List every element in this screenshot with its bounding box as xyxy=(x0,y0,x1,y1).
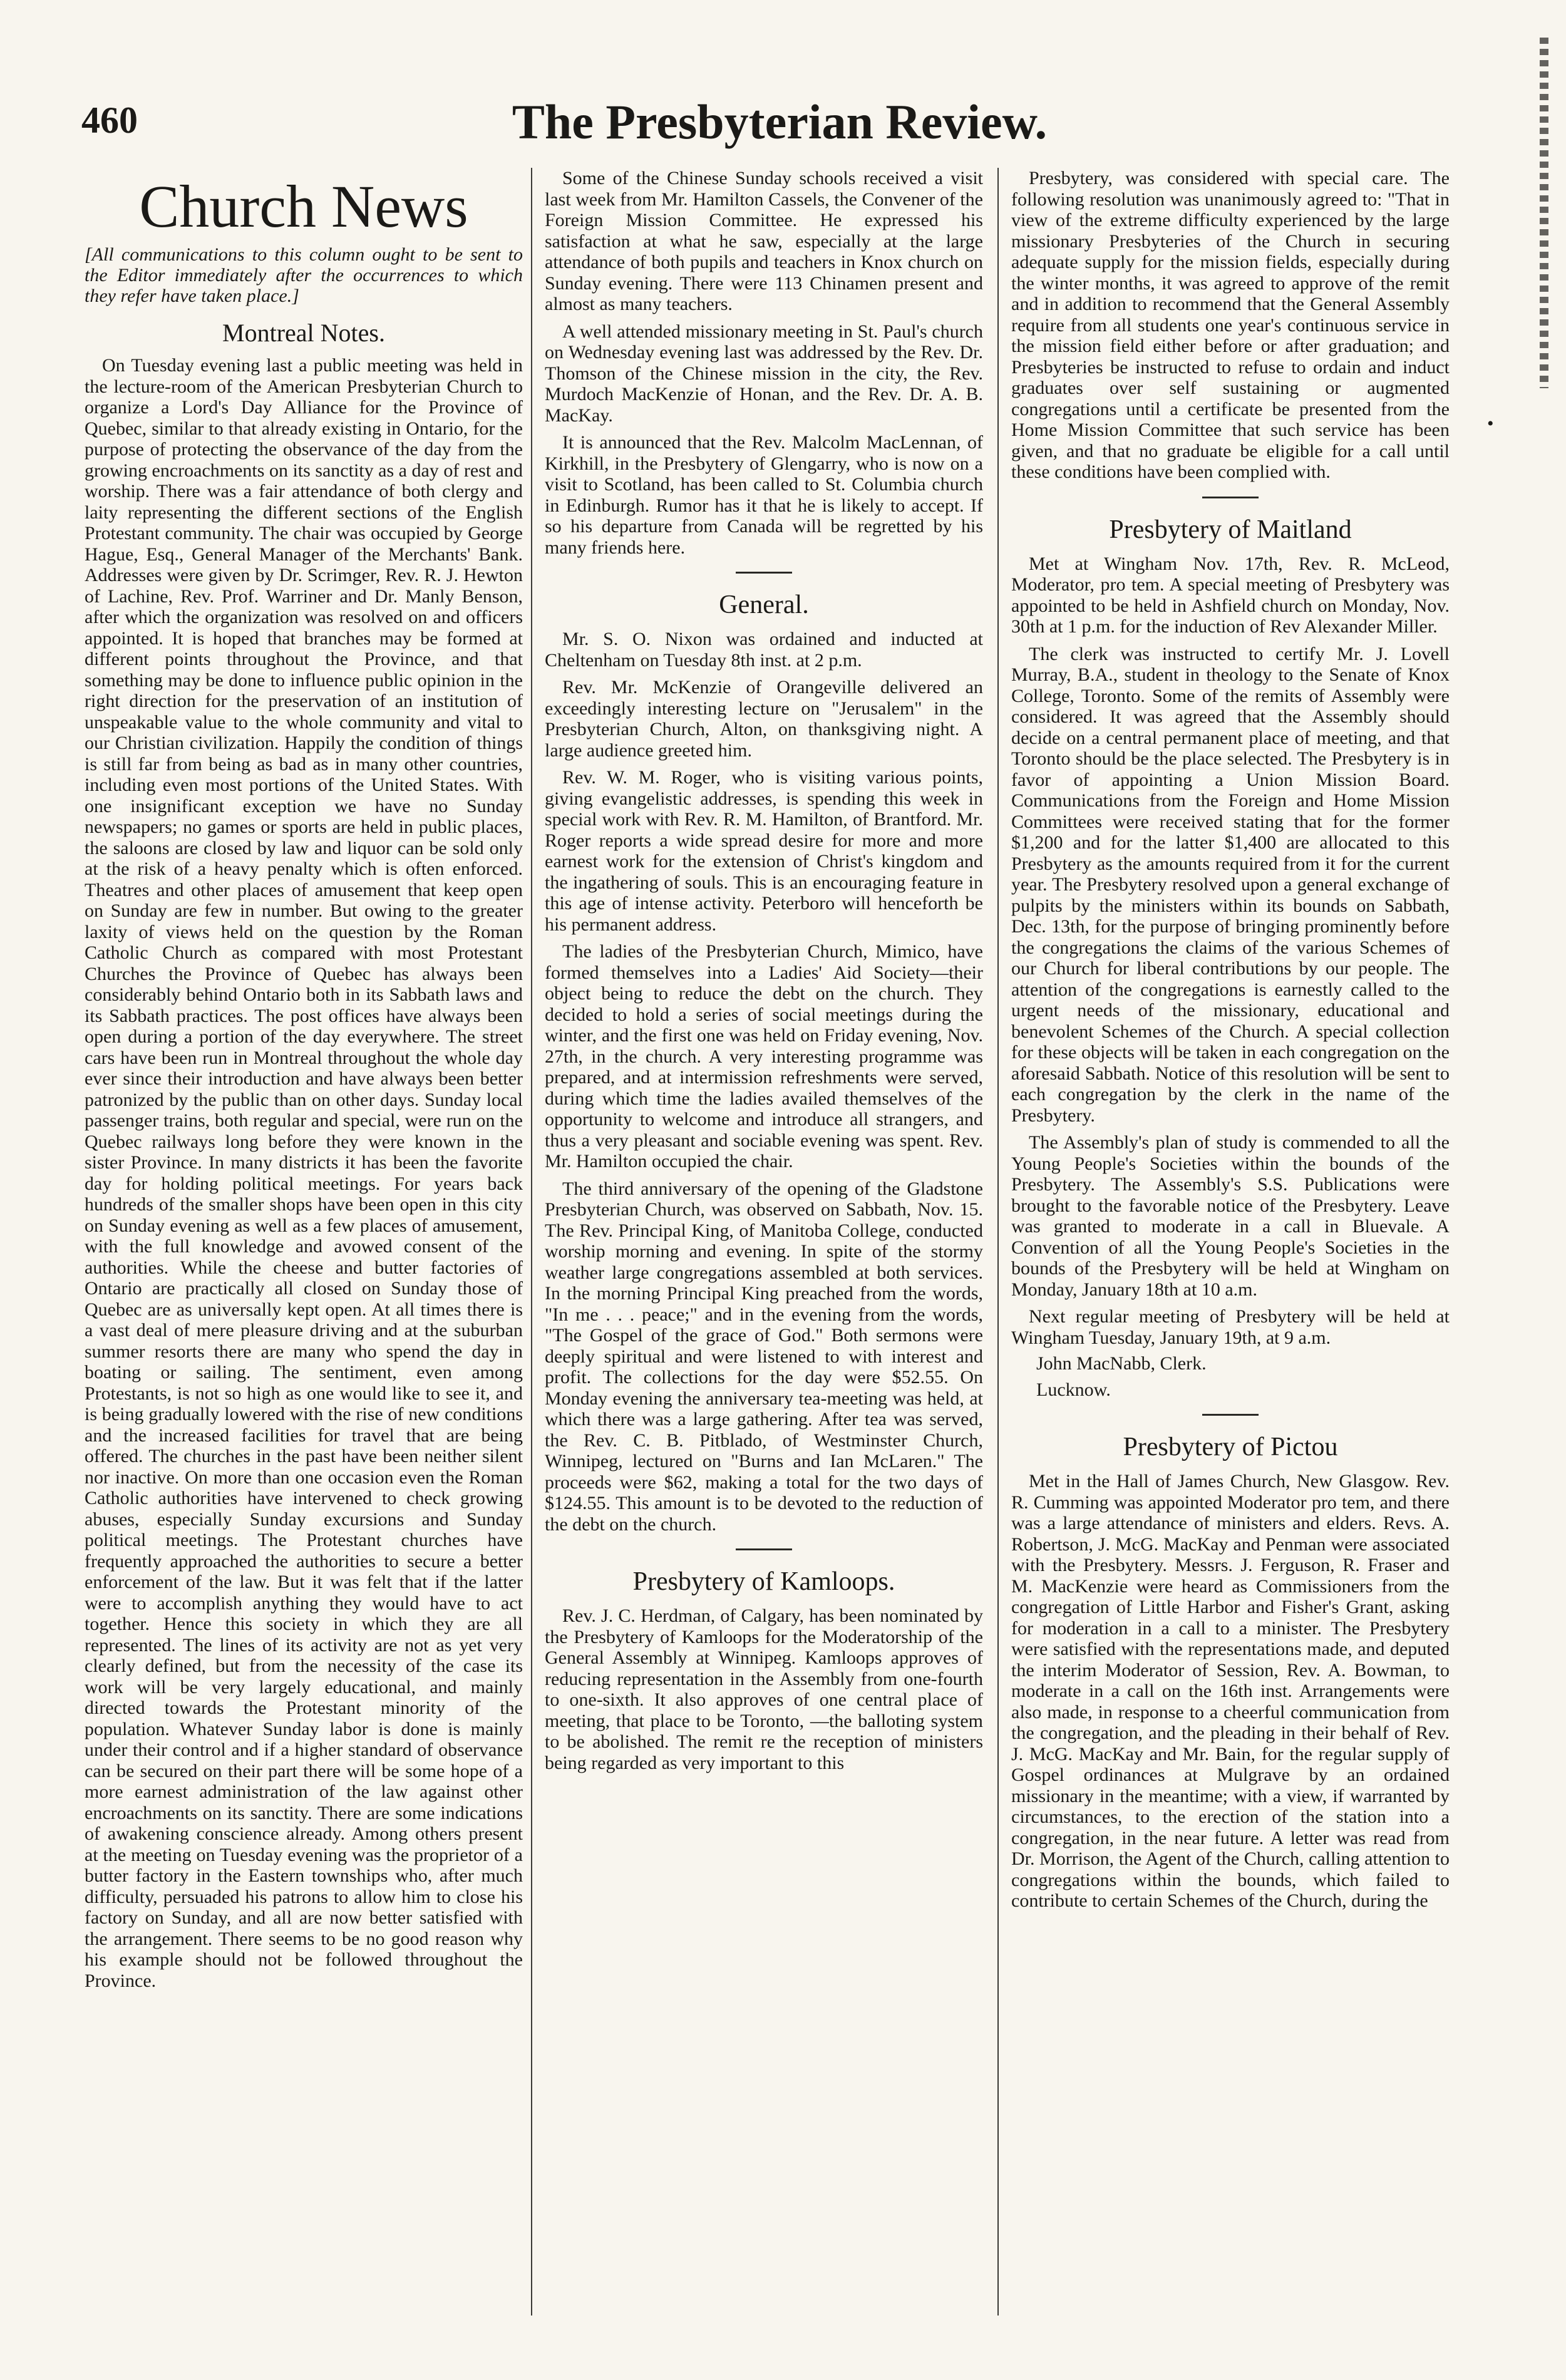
page-number: 460 xyxy=(81,100,138,141)
article-paragraph: Mr. S. O. Nixon was ordained and inducted at Cheltenham on Tuesday 8th inst. at 2 p.m. xyxy=(545,629,983,671)
signature-clerk: John MacNabb, Clerk. xyxy=(1036,1353,1207,1374)
masthead-title: The Presbyterian Review. xyxy=(512,95,1048,149)
column-2 xyxy=(545,168,983,2322)
section-divider xyxy=(736,1548,792,1550)
column-rule-right xyxy=(997,168,999,2316)
heading-presbytery-of-pictou: Presbytery of Pictou xyxy=(1123,1433,1338,1461)
article-paragraph: It is announced that the Rev. Malcolm MacLennan, of Kirkhill, in the Presbytery of Glengarry, who is now on a visit to Scotland, has been called to St. Columbia church in Edinburgh. Rumor has it that he is likely to accept. If so his departure from Canada will be regretted by his many friends here. xyxy=(545,432,983,558)
subheading-montreal-notes: Montreal Notes. xyxy=(222,319,385,347)
column-3 xyxy=(1011,168,1450,2322)
heading-presbytery-of-kamloops: Presbytery of Kamloops. xyxy=(632,1567,895,1596)
article-paragraph: The clerk was instructed to certify Mr. J. Lovell Murray, B.A., student in theology to the Senate of Knox College, Toronto. Some of the remits of Assembly were considered. It was agreed that the Assembly should decide on a central permanent place of meeting, and that Toronto should be the place selected. The Presbytery is in favor of appointing a Union Mission Board. Communications from the Foreign and Home Mission Committees were received stating that for the former $1,200 and for the latter $1,400 are allocated to this Presbytery as the amounts required from it for the current year. The Presbytery resolved upon a general exchange of pulpits by the ministers within its bounds on Sabbath, Dec. 13th, for the purpose of bringing prominently before the congregations the claims of the various Schemes of our Church for liberal contributions by our people. The attention of the congregations is earnestly called to the urgent needs of the missionary, educational and benevolent Schemes of the Church. A special collection for these objects will be taken in each congregation on the aforesaid Sabbath. Notice of this resolution will be sent to each congregation by the clerk in the name of the Presbytery. xyxy=(1011,643,1450,1126)
page-edge-scan-artifact xyxy=(1540,38,1548,388)
article-paragraph: The ladies of the Presbyterian Church, Mimico, have formed themselves into a Ladies' Aid Society—their object being to reduce the debt on the church. They decided to hold a series of social meetings during the winter, and the first one was held on Friday evening, Nov. 27th, in the church. A very interesting programme was prepared, and at intermission refreshments were served, during which time the ladies availed themselves of the opportunity to welcome and introduce all strangers, and thus a very pleasant and sociable evening was spent. Rev. Mr. Hamilton occupied the chair. xyxy=(545,941,983,1172)
page-header xyxy=(81,94,1478,163)
article-paragraph: Presbytery, was considered with special care. The following resolution was unanimously agreed to: "That in view of the extreme difficulty experienced by the large missionary Presbyteries of the Church in securing adequate supply for the mission fields, especially during the winter months, it was agreed to approve of the remit and in addition to recommend that the General Assembly require from all students one year's continuous service in the mission field either before or after graduation; and Presbyteries be instructed to refuse to ordain and induct graduates over self sustaining or augmented congregations until a certificate be presented from the Home Mission Committee that such service has been given, and that no graduate be eligible for a call until these conditions have been complied with. xyxy=(1011,168,1450,482)
article-paragraph: A well attended missionary meeting in St. Paul's church on Wednesday evening last was addressed by the Rev. Dr. Thomson of the Chinese mission in the city, the Rev. Murdoch MacKenzie of Honan, and the Rev. Dr. A. B. MacKay. xyxy=(545,321,983,426)
section-divider xyxy=(736,572,792,574)
margin-mark: • xyxy=(1487,413,1494,434)
article-paragraph: Met in the Hall of James Church, New Glasgow. Rev. R. Cumming was appointed Moderator pro tem, and there was a large attendance of ministers and elders. Revs. A. Robertson, J. McG. MacKay and Penman were associated with the Presbytery. Messrs. J. Ferguson, R. Fraser and M. MacKenzie were heard as Commissioners from the congregation of Little Harbor and Fisher's Grant, asking for moderation in a call to a minister. The Presbytery were satisfied with the representations made, and deputed the interim Moderator of Session, Rev. A. Bowman, to moderate in a call on the 16th inst. Arrangements were also made, in response to a cheerful communication from the congregation, and the pleading in their behalf of Rev. J. McG. MacKay and Mr. Bain, for the regular supply of Gospel ordinances at Mulgrave by an ordained missionary in the meantime; with a view, if warranted by circumstances, to the erection of the station into a congregation, in the near future. A letter was read from Dr. Morrison, the Agent of the Church, calling attention to congregations within the bounds, which failed to contribute to certain Schemes of the Church, during the xyxy=(1011,1471,1450,1911)
section-divider xyxy=(1202,497,1259,498)
article-paragraph: The third anniversary of the opening of the Gladstone Presbyterian Church, was observed on Sabbath, Nov. 15. The Rev. Principal King, of Manitoba College, conducted worship morning and evening. In spite of the stormy weather large congregations assembled at both services. In the morning Principal King preached from the words, "In me . . . peace;" and in the evening from the words, "The Gospel of the grace of God." Both sermons were deeply spiritual and were listened to with interest and profit. The collections for the day were $52.55. On Monday evening the anniversary tea-meeting was held, at which there was a large gathering. After tea was served, the Rev. C. B. Pitblado, of Westminster Church, Winnipeg, lectured on "Burns and Ian McLaren." The proceeds were $62, making a total for the two days of $124.55. This amount is to be devoted to the reduction of the debt on the church. xyxy=(545,1178,983,1535)
column-rule-left xyxy=(531,168,532,2316)
section-title-church-news: Church News xyxy=(139,173,468,240)
section-divider xyxy=(1202,1414,1259,1416)
article-paragraph: Some of the Chinese Sunday schools received a visit last week from Mr. Hamilton Cassels, the Convener of the Foreign Mission Committee. He expressed his satisfaction at what he saw, especially at the large attendance of both pupils and teachers in Knox church on Sunday evening. There were 113 Chinamen present and almost as many teachers. xyxy=(545,168,983,314)
article-paragraph: Rev. Mr. McKenzie of Orangeville delivered an exceedingly interesting lecture on "Jerusalem" in the Presbyterian Church, Alton, on thanksgiving night. A large audience greeted him. xyxy=(545,677,983,761)
editor-note: [All communications to this column ought to be sent to the Editor immediately after the occurrences to which they refer have taken place.] xyxy=(85,244,523,306)
heading-general: General. xyxy=(719,590,809,619)
article-paragraph: Met at Wingham Nov. 17th, Rev. R. McLeod, Moderator, pro tem. A special meeting of Presbytery was appointed to be held in Ashfield church on Monday, Nov. 30th at 1 p.m. for the induction of Rev Alexander Miller. xyxy=(1011,553,1450,637)
article-paragraph: The Assembly's plan of study is commended to all the Young People's Societies within the bounds of the Presbytery. The Assembly's S.S. Publications were brought to the favorable notice of the Presbytery. Leave was granted to moderate in a call in Bluevale. A Convention of all the Young People's Societies in the bounds of the Presbytery will be held at Wingham on Monday, January 18th at 10 a.m. xyxy=(1011,1132,1450,1300)
heading-presbytery-of-maitland: Presbytery of Maitland xyxy=(1109,515,1352,544)
article-paragraph: On Tuesday evening last a public meeting was held in the lecture-room of the American Presbyterian Church to organize a Lord's Day Alliance for the Province of Quebec, similar to that already existing in Ontario, for the purpose of protecting the observance of the day from the growing encroachments on its sanctity as a day of rest and worship. There was a fair attendance of both clergy and laity representing the different sections of the English Protestant community. The chair was occupied by George Hague, Esq., General Manager of the Merchants' Bank. Addresses were given by Dr. Scrimger, Rev. R. J. Hewton of Lachine, Rev. Prof. Warriner and Dr. Manly Benson, after which the organization was resolved on and officers appointed. It is hoped that branches may be formed at different points throughout the Province, and that something may be done to influence public opinion in the right direction for the preservation of an institution of unspeakable value to the whole community and vital to our Christian civilization. Happily the condition of things is still far from being as bad as in many other countries, including even most portions of the United States. With one insignificant exception we have no Sunday newspapers; no games or sports are held in public places, the saloons are closed by law and liquor can be sold only at the risk of a heavy penalty which is often enforced. Theatres and other places of amusement that keep open on Sunday are few in number. But owing to the greater laxity of views held on the question by the Roman Catholic Church as compared with most Protestant Churches the Province of Quebec has always been considerably behind Ontario both in its Sabbath laws and its Sabbath practices. The post offices have always been open during a portion of the day everywhere. The street cars have been run in Montreal throughout the whole day ever since their introduction and have always been better patronized by the public than on other days. Sunday local passenger trains, both regular and special, were run on the Quebec railways long before they were known in the sister Province. In many districts it has been the favorite day for holding political meetings. For years back hundreds of the smaller shops have been open in this city on Sunday evening as well as a few places of amusement, with the full knowledge and avowed consent of the authorities. While the cheese and butter factories of Ontario are practically all closed on Sunday those of Quebec are as universally kept open. At all times there is a vast deal of mere pleasure driving and at the suburban summer resorts there are many who spend the day in boating or sailing. The sentiment, even among Protestants, is not so high as one would like to see it, and is being gradually lowered with the rise of new conditions and the increased facilities for travel that are being offered. The churches in the past have been neither silent nor inactive. On more than one occasion even the Roman Catholic authorities have intervened to check growing abuses, especially Sunday excursions and Sunday political meetings. The Protestant churches have frequently approached the authorities to secure a better enforcement of the law. But it was felt that if the latter were to accomplish anything they would have to act together. Hence this society in which they are all represented. The lines of its activity are not as yet very clearly defined, but from the necessity of the case its work will be very largely educational, and mainly directed towards the Protestant minority of the population. Whatever Sunday labor is done is mainly under their control and if a higher standard of observance can be secured on their part there will be some hope of a more earnest administration of the law against other encroachments on its sanctity. There are some indications of awakening conscience already. Among others present at the meeting on Tuesday evening was the proprietor of a butter factory in the Eastern townships who, after much difficulty, persuaded his patrons to allow him to close his factory on Sunday, and all are now better satisfied with the arrangement. There seems to be no good reason why his example should not be followed throughout the Province. xyxy=(85,355,523,1991)
column-1 xyxy=(85,168,523,2322)
article-paragraph: Rev. J. C. Herdman, of Calgary, has been nominated by the Presbytery of Kamloops for the Moderatorship of the General Assembly at Winnipeg. Kamloops approves of reducing representation in the Assembly from one-fourth to one-sixth. It also approves of one central place of meeting, that place to be Toronto, —the balloting system to be abolished. The remit re the reception of ministers being regarded as very important to this xyxy=(545,1605,983,1773)
article-paragraph: Rev. W. M. Roger, who is visiting various points, giving evangelistic addresses, is spending this week in special work with Rev. R. M. Hamilton, of Brantford. Mr. Roger reports a wide spread desire for more and more earnest work for the extension of Christ's kingdom and the ingathering of souls. This is an encouraging feature in this age of intense activity. Peterboro will henceforth be his permanent address. xyxy=(545,767,983,935)
signature-place: Lucknow. xyxy=(1036,1379,1111,1400)
article-paragraph: Next regular meeting of Presbytery will be held at Wingham Tuesday, January 19th, at 9 a.m. xyxy=(1011,1306,1450,1348)
